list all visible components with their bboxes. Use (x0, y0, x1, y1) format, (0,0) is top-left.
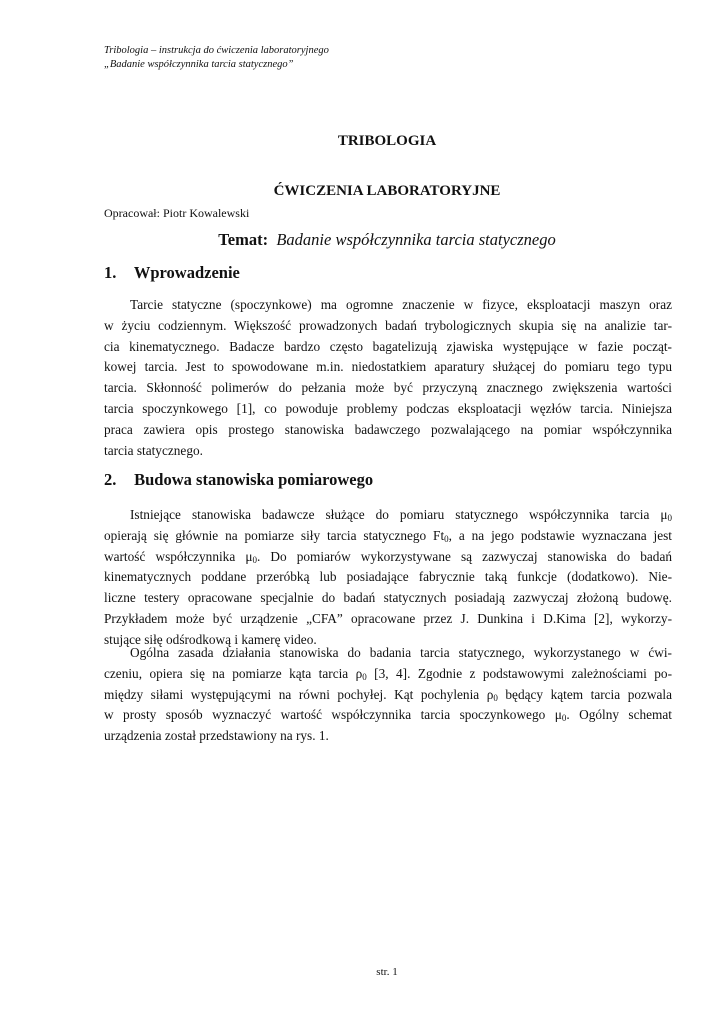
paragraph-principle (104, 643, 672, 747)
text-line: w życiu codziennym. Większość prowadzonych badań trybologicznych skupia się na analizie tar- (104, 317, 672, 333)
text-line (104, 505, 672, 526)
text-line: Przykładem może być urządzenie „CFA” opracowane przez J. Dunkina i D.Kima [2], wykorzy- (104, 610, 672, 626)
document-subtitle: ĆWICZENIA LABORATORYJNE (273, 183, 501, 199)
text-span: Istniejące stanowiska badawcze służące do pomiaru statycznego współczynnika tarcia μ (130, 507, 668, 522)
section-heading-2 (104, 470, 373, 490)
text-span: wartość współczynnika μ (104, 548, 253, 564)
text-line (104, 705, 672, 726)
section-number: 1. (104, 263, 117, 282)
text-line: liczne testery opracowane specjalnie do badań statycznych posiadają zazwyczaj złożoną budowę. (104, 590, 672, 606)
section-heading-1 (104, 263, 240, 283)
page-number: str. 1 (376, 966, 398, 978)
text-line: Tarcie statyczne (spoczynkowe) ma ogromne znaczenie w fizyce, eksploatacji maszyn oraz (130, 297, 672, 312)
text-span: , a na jego podstawie wyznaczana jest (448, 527, 672, 543)
subscript: 0 (561, 713, 567, 724)
text-line (104, 664, 672, 685)
header-line-2: „Badanie współczynnika tarcia statycznego” (104, 59, 294, 70)
text-line: stujące siłę odśrodkową i kamerę video. (104, 631, 317, 647)
text-span: będący kątem tarcia pozwala (497, 686, 672, 702)
text-line: kowej tarcia. Jest to spowodowane m.in. niedostatkiem aparatury służącej do pomiaru tego typu (104, 359, 672, 375)
document-title: TRIBOLOGIA (337, 133, 437, 149)
text-line: tarcia. Skłonność polimerów do pełzania może być przyczyną znacznego zwiększenia wartości (104, 380, 672, 396)
header-line-1: Tribologia – instrukcja do ćwiczenia laboratoryjnego (104, 45, 329, 56)
text-span: czeniu, opiera się na pomiarze kąta tarcia ρ (104, 665, 363, 681)
subscript: 0 (444, 533, 449, 544)
text-line (104, 526, 672, 547)
text-span: . Do pomiarów wykorzystywane są zazwyczaj stanowiska do badań (256, 548, 672, 564)
text-line: Ogólna zasada działania stanowiska do badania tarcia statycznego, wykorzystanego w ćwi- (130, 645, 672, 660)
section-number: 2. (104, 470, 117, 489)
text-span: [3, 4]. Zgodnie z podstawowymi zależnościami po- (366, 665, 672, 681)
paragraph-stands (104, 505, 672, 651)
topic-line (0, 230, 724, 250)
text-line: kinematycznych poddane przeróbką lub posiadające fabrycznie taką funkcje (dodatkowo). Nie- (104, 569, 672, 585)
text-line (104, 547, 672, 568)
text-span: opierają się głównie na pomiarze siły tarcia statycznego Ft (104, 527, 445, 543)
text-line: tarcia statycznego. (104, 442, 203, 458)
text-line: tarcia spoczynkowego [1], co powoduje problemy podczas eksploatacji węzłów tarcia. Niniejsza (104, 400, 672, 416)
topic-value: Badanie współczynnika tarcia statycznego (276, 230, 556, 249)
running-header (104, 44, 329, 72)
subscript: 0 (493, 692, 498, 703)
text-span: w prosty sposób wyznaczyć wartość współczynnika tarcia spoczynkowego μ (104, 707, 562, 723)
subscript: 0 (362, 671, 367, 682)
text-span: między siłami występującymi na równi pochyłej. Kąt pochylenia ρ (104, 686, 494, 702)
text-span: . Ogólny schemat (566, 707, 672, 723)
section-title: Budowa stanowiska pomiarowego (134, 470, 374, 489)
text-line (104, 685, 672, 706)
text-line: cia kinematycznego. Badacze bardzo często bagatelizują zjawiska występujące w fazie począt- (104, 338, 672, 354)
text-line: praca zawiera opis prostego stanowiska badawczego pozwalającego na pomiar współczynnika (104, 421, 672, 437)
section-title: Wprowadzenie (133, 263, 240, 282)
subscript: 0 (252, 554, 257, 565)
paragraph-intro (104, 295, 672, 461)
text-line: urządzenia został przedstawiony na rys. 1. (104, 728, 329, 744)
topic-label: Temat: (218, 230, 269, 249)
subscript: 0 (667, 513, 672, 523)
page-footer (0, 966, 724, 978)
author-line: Opracował: Piotr Kowalewski (104, 206, 250, 220)
